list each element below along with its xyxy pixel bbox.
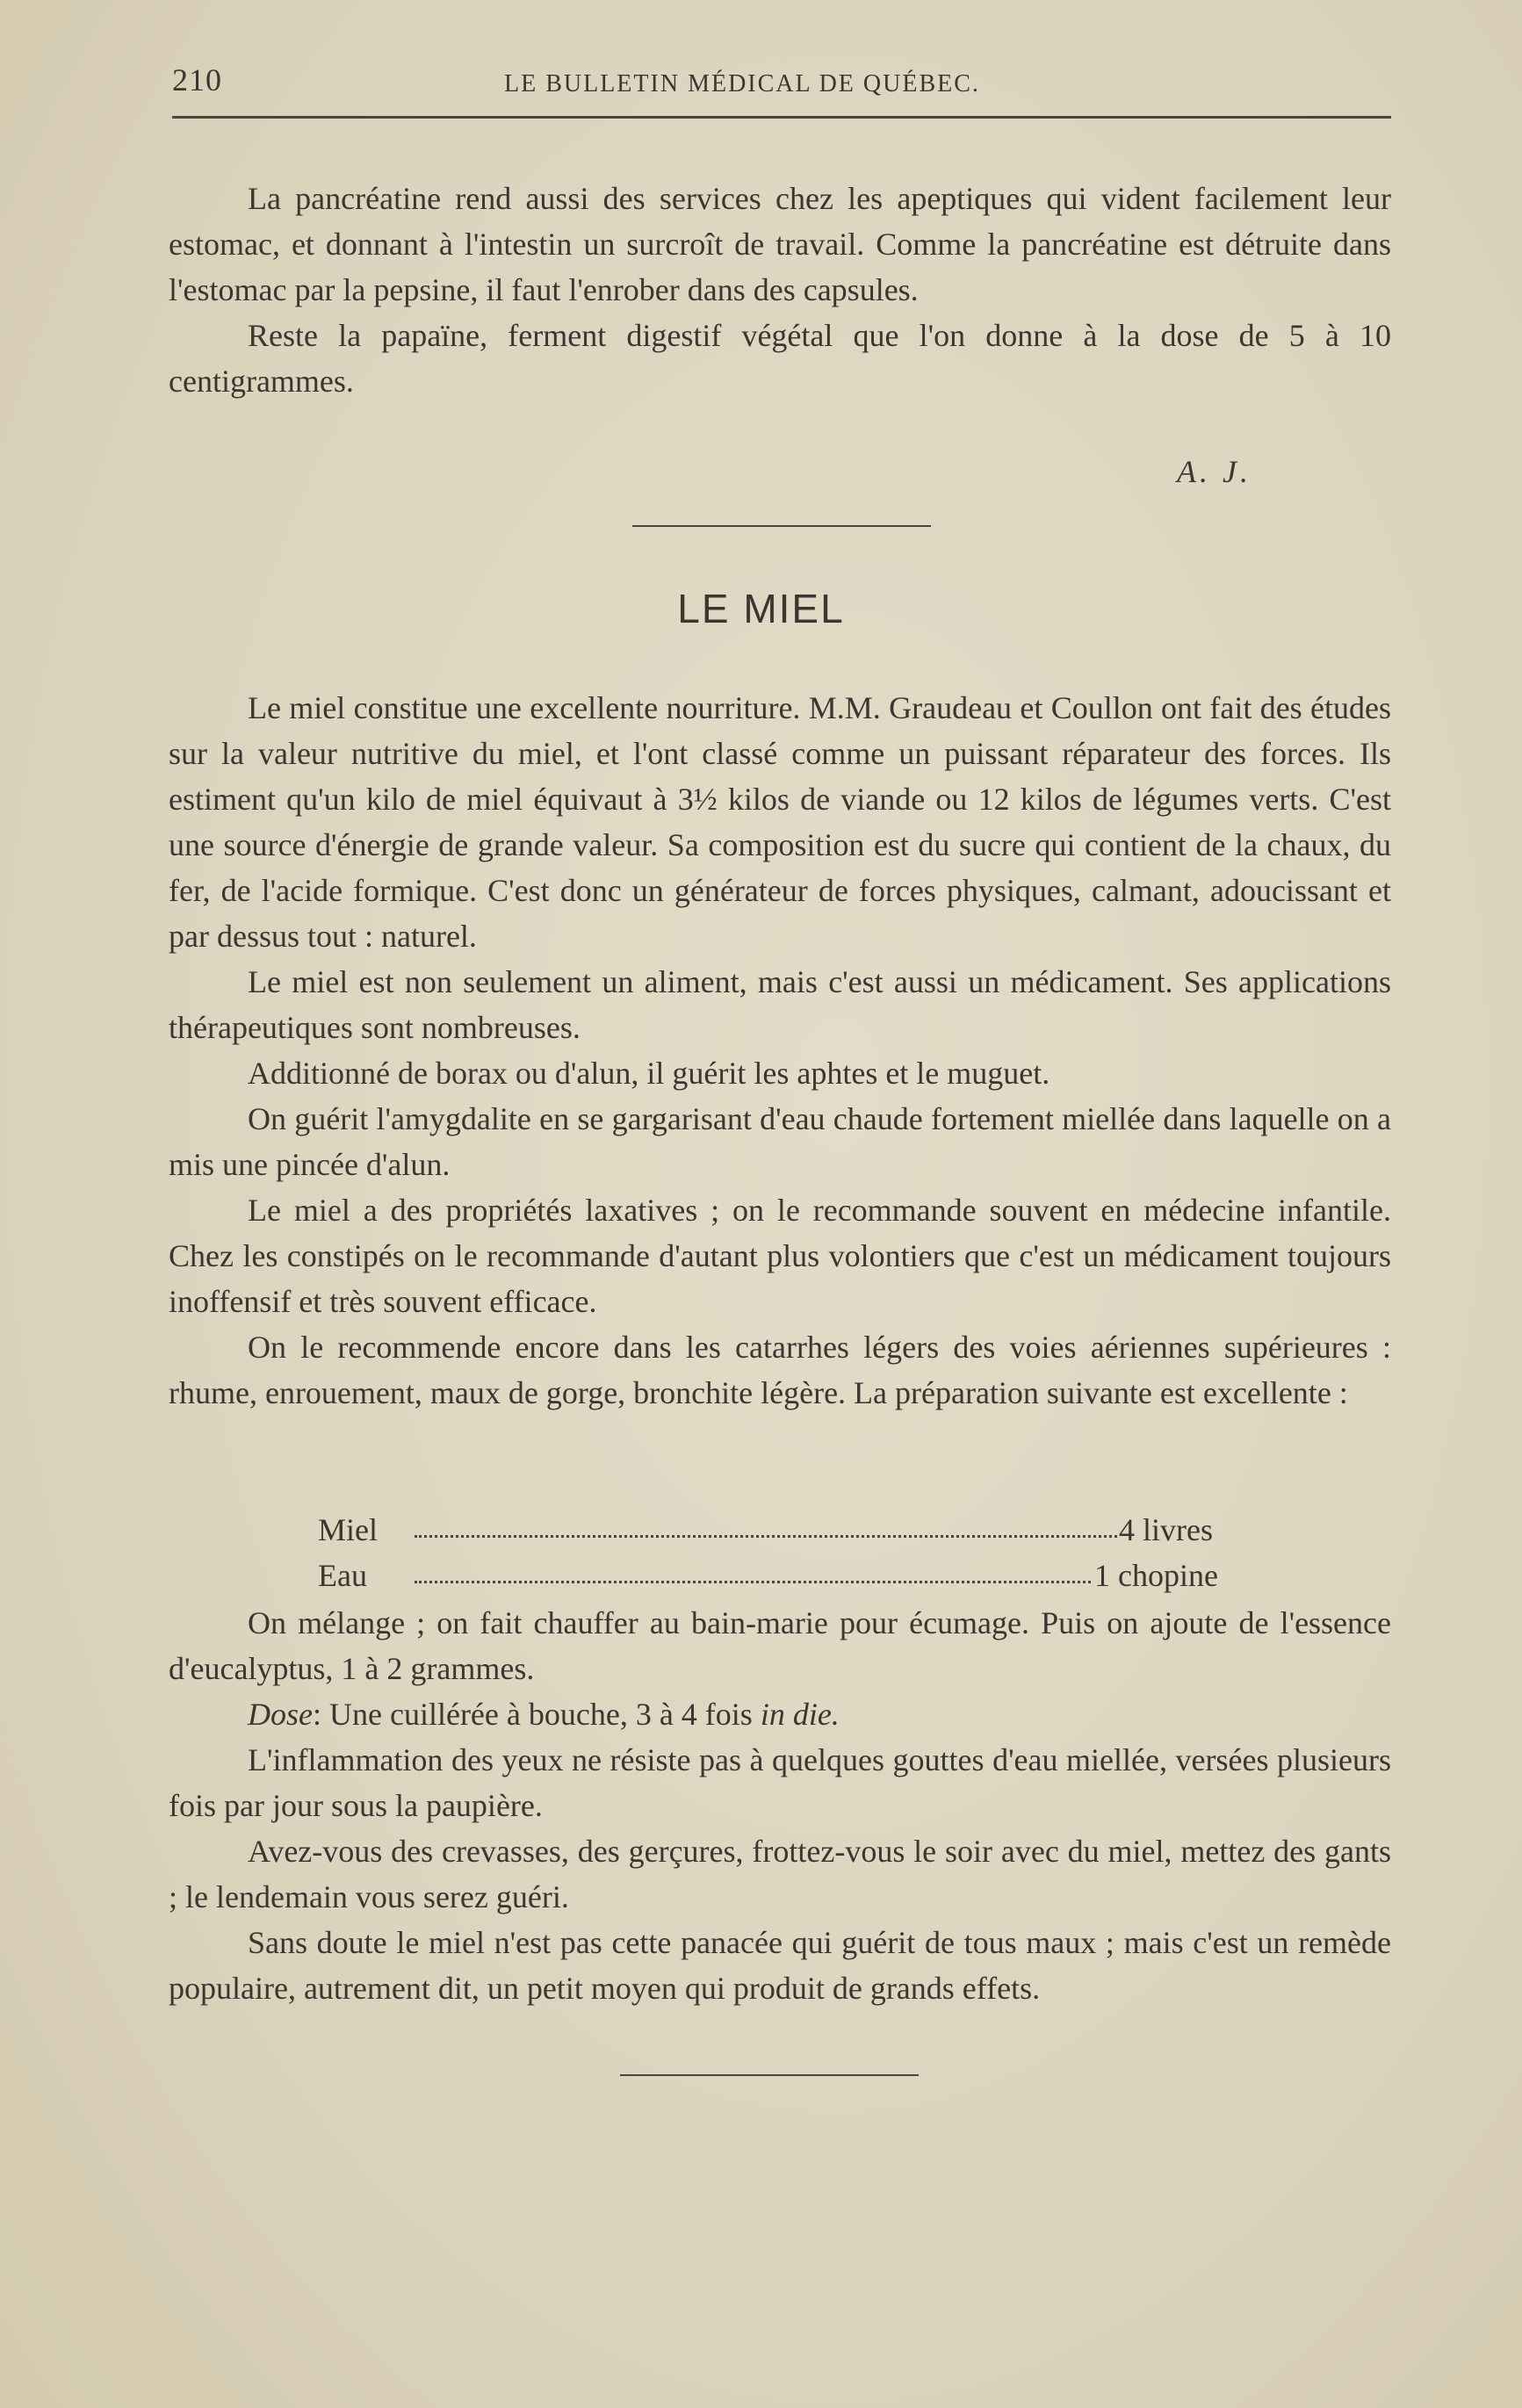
section-divider (632, 525, 931, 527)
paragraph: Avez-vous des crevasses, des gerçures, frottez-vous le soir avec du miel, mettez des gants ; le lendemain vous serez guéri. (169, 1834, 1391, 1914)
leader-dots (415, 1530, 1117, 1538)
article-text-part1 (169, 685, 1391, 1416)
article-text-part2 (169, 1600, 1391, 2011)
recipe-line-eau (318, 1553, 1231, 1598)
paragraph: Reste la papaïne, ferment digestif végétal que l'on donne à la dose de 5 à 10 centigrammes. (169, 318, 1391, 399)
dose-label: Dose (248, 1697, 313, 1732)
prev-article-text (169, 176, 1391, 404)
recipe-quantity: 1 chopine (1094, 1558, 1218, 1593)
running-title: LE BULLETIN MÉDICAL DE QUÉBEC. (504, 70, 980, 97)
header-rule (172, 116, 1391, 119)
paragraph: Le miel est non seulement un aliment, mais c'est aussi un médicament. Ses applications thérapeutiques sont nombreuses. (169, 964, 1391, 1045)
article-title: LE MIEL (677, 586, 845, 631)
paragraph: On mélange ; on fait chauffer au bain-marie pour écumage. Puis on ajoute de l'essence d'eucalyptus, 1 à 2 grammes. (169, 1605, 1391, 1686)
page-header (172, 61, 1391, 105)
paragraph: La pancréatine rend aussi des services chez les apeptiques qui vident facilement leur estomac, et donnant à l'intestin un surcroît de travail. Comme la pancréatine est détruite dans l'estomac par la pepsine, il faut l'enrober dans des capsules. (169, 181, 1391, 307)
end-divider (620, 2074, 919, 2076)
paragraph: Le miel constitue une excellente nourriture. M.M. Graudeau et Coullon ont fait des études sur la valeur nutritive du miel, et l'ont classé comme un puissant réparateur des forces. Ils estiment qu'un kilo de miel équivaut à 3½ kilos de viande ou 12 kilos de légumes verts. C'est une source d'énergie de grande valeur. Sa composition est du sucre qui contient de la chaux, du fer, de l'acide formique. C'est donc un générateur de forces physiques, calmant, adoucissant et par dessus tout : naturel. (169, 690, 1391, 954)
paragraph: Sans doute le miel n'est pas cette panacée qui guérit de tous maux ; mais c'est un remède populaire, autrement dit, un petit moyen qui produit de grands effets. (169, 1925, 1391, 2006)
author-signature: A. J. (1177, 454, 1252, 489)
page-number: 210 (172, 62, 222, 97)
dose-latin: in die. (760, 1697, 840, 1732)
paragraph: On le recommende encore dans les catarrhes légers des voies aériennes supérieures : rhume, enrouement, maux de gorge, bronchite légère. La préparation suivante est excellente : (169, 1330, 1391, 1410)
recipe-ingredient: Eau (318, 1558, 367, 1593)
paragraph: L'inflammation des yeux ne résiste pas à quelques gouttes d'eau miellée, versées plusieurs fois par jour sous la paupière. (169, 1742, 1391, 1823)
paragraph: Le miel a des propriétés laxatives ; on le recommande souvent en médecine infantile. Chez les constipés on le recommande d'autant plus volontiers que c'est un médicament toujours inoffensif et très souvent efficace. (169, 1193, 1391, 1319)
leader-dots (415, 1575, 1091, 1583)
recipe-quantity: 4 livres (1119, 1512, 1213, 1547)
recipe-ingredient: Miel (318, 1512, 378, 1547)
dose-text: : Une cuillérée à bouche, 3 à 4 fois (313, 1697, 761, 1732)
paragraph: On guérit l'amygdalite en se gargarisant d'eau chaude fortement miellée dans laquelle on a mis une pincée d'alun. (169, 1101, 1391, 1182)
paragraph: Additionné de borax ou d'alun, il guérit les aphtes et le muguet. (248, 1056, 1050, 1091)
dose-paragraph (169, 1691, 1391, 1737)
recipe-line-miel (318, 1507, 1231, 1553)
